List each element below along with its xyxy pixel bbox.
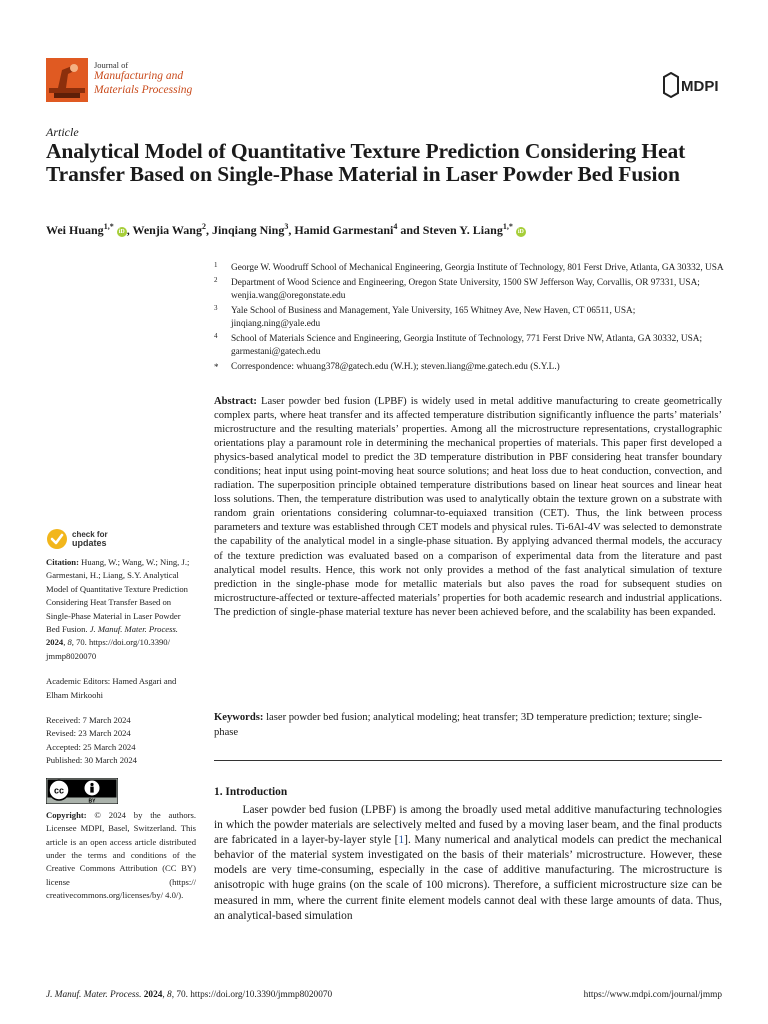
intro-text-2: ]. Many numerical and analytical models can predict the mechanical behavior of the material system investigated on the basis of their materials’ microstructure. However, these models are very time-consuming, especially in the case of additive manufacturing. The microstructure is anisotropic with huge grains (on the scale of 100 microns). Therefore, a sufficient microstructure size can be measured in mm, where the current finite element models cannot deal with these large amounts of data. Thus, an analytical-based simulation [214, 834, 722, 922]
check-for-updates-button[interactable] [46, 528, 166, 552]
author-affiliation-marker: 2 [201, 222, 206, 231]
affiliation-number: 3 [214, 303, 218, 312]
journal-name[interactable] [94, 60, 192, 97]
received-date: Received: 7 March 2024 [46, 715, 131, 726]
introduction-paragraph [214, 803, 722, 924]
citation-text: Huang, W.; Wang, W.; Ning, J.; Garmestani, H.; Liang, S.Y. Analytical Model of Quantitative Texture Prediction Considering Heat Transfer Based on Single-Phase Material in Laser Powder Bed Fusion. [46, 557, 190, 635]
citation: Citation: Huang, W.; Wang, W.; Ning, J.; Garmestani, H.; Liang, S.Y. Analytical Model of Quantitative Texture Prediction Considering Heat Transfer Based on Single-Phase Material in Laser Powder Bed Fusion. J. Manuf. Mater. Process. 2024, 8, 70. https://doi.org/10.3390/ jmmp8020070 [46, 557, 190, 661]
affiliation-text: Department of Wood Science and Engineering, Oregon State University, 1500 SW Jefferson Way, Corvallis, OR 97331, USA; wenjia.wang@oregonstate.edu [231, 277, 700, 302]
copyright-notice [46, 809, 196, 903]
mdpi-logo[interactable] [663, 72, 721, 98]
abstract-text: Laser powder bed fusion (LPBF) is widely used in metal additive manufacturing to create geometrically complex parts, where heat transfer and its affected temperature distribution significantly influence the parts’ materials’ microstructure and the resulting materials’ properties. Among all the microstructure representations, crystallographic orientations play a paramount role in determining the mechanical properties of materials. This paper first developed a physics-based analytical model to predict the 3D temperature distribution in PBF considering heat transfer boundary conditions; heat input using point-moving heat source solutions; and heat loss due to heat conduction, convection, and radiation. The superposition principle obtained temperature distributions based on linear heat sources and linear heat loss solutions. Then, the temperature distribution was used to analytically obtain the texture grown on a substrate with random grain orientations considering columnar-to-equiaxed transition (CET). Thus, the link between process parameters and texture was established through CET models and physical rules. Ti-6Al-4V was selected to demonstrate the capability of the analytical model in a single-phase situation. By applying advanced thermal models, the accuracy of the texture prediction was evaluated based on a comparison of experimental data from the literature and past analytical model results. Hence, this work not only provides a method of the fast analytical simulation of texture prediction in the single-phase mode for metallic materials but also paves the road for subsequent studies on microstructure-affected or texture-affected materials’ properties for both academic research and industrial applications. The prediction of single-phase material texture has never been achieved before, and the scalability has been expanded. [214, 396, 722, 618]
reference-link[interactable]: 1 [398, 834, 405, 847]
author-affiliation-marker: 1,* [103, 222, 114, 231]
author-name[interactable]: Steven Y. Liang [422, 223, 503, 237]
footer-year: 2024 [143, 990, 163, 1000]
check-updates-line2: updates [72, 538, 107, 548]
citation-label: Citation: [46, 557, 79, 567]
citation-journal: J. Manuf. Mater. Process. [89, 624, 178, 635]
affiliation-text: School of Materials Science and Engineering, Georgia Institute of Technology, 771 Ferst Drive NW, Atlanta, GA 30332, USA; garmestani@gatech.edu [231, 333, 703, 358]
revised-date: Revised: 23 March 2024 [46, 728, 131, 739]
journal-title-line2: Materials Processing [94, 83, 193, 96]
author-list [46, 222, 736, 238]
citation-year: 2024 [46, 637, 64, 648]
author-affiliation-marker: 3 [284, 222, 289, 231]
author-affiliation-marker: 1,* [502, 222, 513, 231]
affiliation-item [214, 361, 724, 374]
affiliation-number: 4 [214, 331, 218, 340]
journal-title-line1: Manufacturing and [94, 70, 184, 83]
affiliation-item [214, 262, 724, 275]
copyright-text: © 2024 by the authors. Licensee MDPI, Basel, Switzerland. This article is an open access article distributed under the terms and conditions of the Creative Commons Attribution (CC BY) license (https:// creativecommons.org/licenses/by/ 4.0/). [46, 809, 196, 901]
keywords-text: laser powder bed fusion; analytical modeling; heat transfer; 3D temperature prediction; texture; single-phase [214, 712, 703, 738]
abstract-label: Abstract: [214, 396, 257, 407]
abstract [214, 395, 722, 620]
footer-doi-link[interactable]: , 70. https://doi.org/10.3390/jmmp8020070 [171, 990, 333, 1000]
paper-title: Analytical Model of Quantitative Texture Prediction Considering Heat Transfer Based on Single-Phase Material in Laser Powder Bed Fusion [46, 139, 686, 186]
affiliations [214, 262, 724, 376]
keywords-label: Keywords: [214, 712, 264, 723]
author-separator: , [205, 223, 212, 237]
author-separator: , [288, 223, 295, 237]
author-name[interactable]: Jinqiang Ning [211, 223, 285, 237]
footer-journal: J. Manuf. Mater. Process. [46, 990, 142, 1000]
orcid-icon[interactable]: iD [118, 229, 125, 235]
author-name[interactable]: Wenjia Wang [132, 223, 202, 237]
footer-citation: J. Manuf. Mater. Process. 2024, 8, 70. https://doi.org/10.3390/jmmp8020070 [46, 990, 333, 1000]
author-separator: and [397, 223, 423, 237]
affiliation-item [214, 305, 724, 332]
article-type: Article [46, 125, 79, 139]
affiliation-item [214, 333, 724, 360]
check-updates-label [72, 530, 108, 548]
mdpi-logo-text: MDPI [681, 78, 719, 95]
check-updates-icon [46, 528, 68, 550]
orcid-icon[interactable]: iD [517, 229, 524, 235]
journal-logo-icon [46, 58, 88, 102]
published-date: Published: 30 March 2024 [46, 755, 137, 766]
affiliation-number: 2 [214, 275, 218, 284]
svg-text:cc: cc [53, 785, 65, 796]
footer-journal-url[interactable]: https://www.mdpi.com/journal/jmmp [583, 990, 722, 1000]
author-name[interactable]: Hamid Garmestani [294, 223, 394, 237]
affiliation-item [214, 277, 724, 304]
cc-by-license-icon[interactable] [46, 778, 118, 804]
citation-volume: 8 [67, 637, 72, 648]
affiliation-number: * [214, 362, 219, 373]
cc-by-text: BY [88, 798, 96, 804]
accepted-date: Accepted: 25 March 2024 [46, 741, 136, 752]
author-separator: , [126, 223, 133, 237]
copyright-label: Copyright: [46, 809, 87, 820]
author-name[interactable]: Wei Huang [46, 223, 104, 237]
check-updates-line1: check for [72, 530, 108, 539]
citation-doi-link[interactable]: , 70. https://doi.org/10.3390/ jmmp8020070 [46, 637, 170, 661]
footer-volume: 8 [167, 990, 172, 1000]
academic-editors: Academic Editors: Hamed Asgari and Elham Mirkoohi [46, 676, 177, 700]
affiliation-text: Correspondence: whuang378@gatech.edu (W.H.); steven.liang@me.gatech.edu (S.Y.L.) [231, 362, 560, 373]
affiliation-text: Yale School of Business and Management, Yale University, 165 Whitney Ave, New Haven, CT 06511, USA; jinqiang.ning@yale.edu [231, 305, 636, 330]
affiliation-text: George W. Woodruff School of Mechanical Engineering, Georgia Institute of Technology, 801 Ferst Drive, Atlanta, GA 30332, USA [231, 263, 724, 273]
section-divider [214, 760, 722, 761]
intro-text-1: Laser powder bed fusion (LPBF) is among the broadly used metal additive manufacturing technologies in which the powder materials are selectively melted and fused by a moving laser beam, and the final products are fabricated in a layer-by-layer style [ [214, 804, 722, 847]
keywords [214, 710, 722, 740]
affiliation-number: 1 [214, 261, 218, 269]
author-affiliation-marker: 4 [393, 222, 398, 231]
sidebar-info [46, 556, 196, 903]
journal-prefix: Journal of [94, 60, 129, 70]
section-heading-introduction: 1. Introduction [214, 786, 288, 798]
